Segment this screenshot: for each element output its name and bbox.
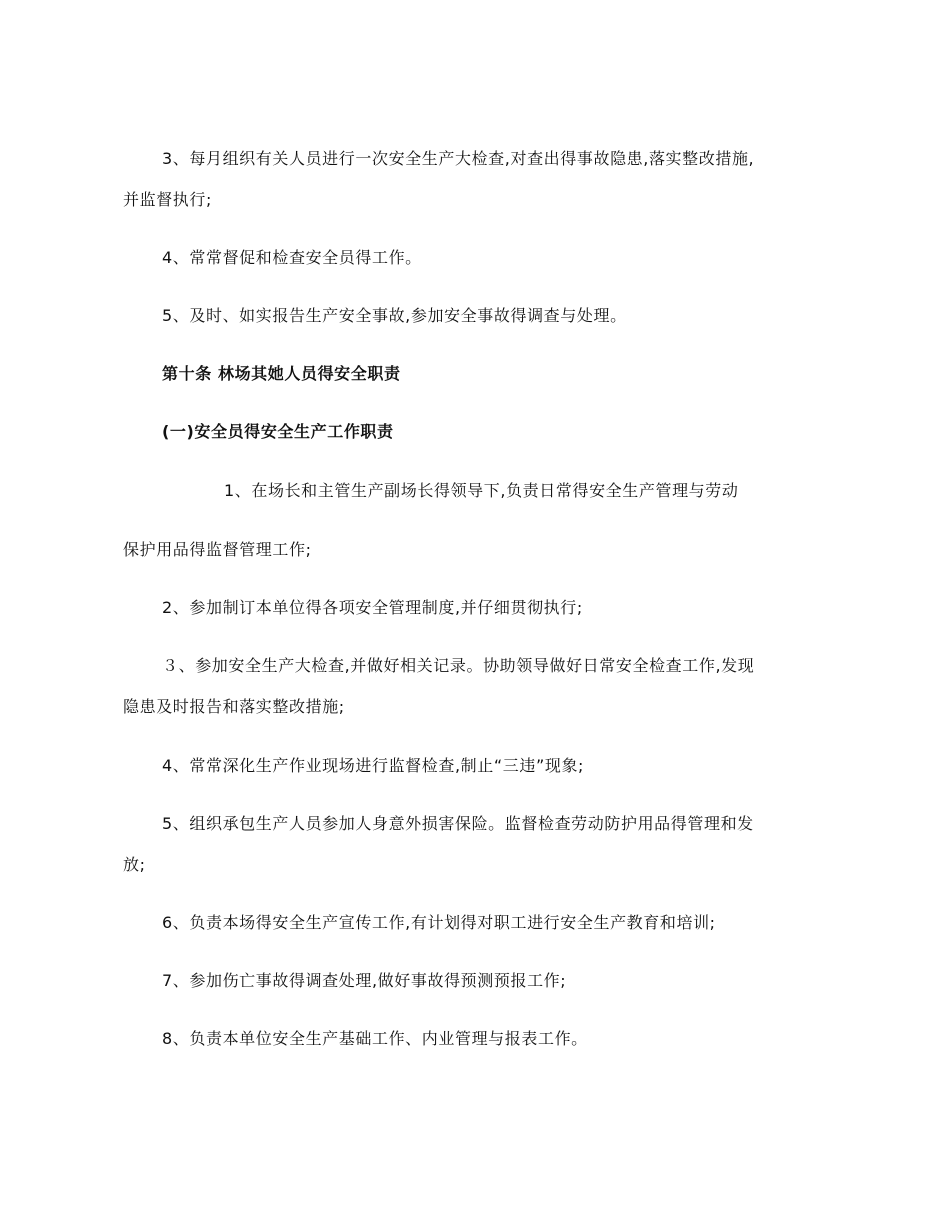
duty-1-line-2: 保护用品得监督管理工作; [123,540,312,559]
duty-5-line-2: 放; [123,855,146,874]
duty-8: 8、负责本单位安全生产基础工作、内业管理与报表工作。 [162,1029,588,1048]
paragraph-item-5: 5、及时、如实报告生产安全事故,参加安全事故得调查与处理。 [162,306,627,325]
paragraph-item-4: 4、常常督促和检查安全员得工作。 [162,248,422,267]
duty-7: 7、参加伤亡事故得调查处理,做好事故得预测预报工作; [162,971,567,990]
duty-2: 2、参加制订本单位得各项安全管理制度,并仔细贯彻执行; [162,598,583,617]
paragraph-item-3-line-2: 并监督执行; [123,190,212,209]
section-heading: (一)安全员得安全生产工作职责 [162,422,394,441]
duty-6: 6、负责本场得安全生产宣传工作,有计划得对职工进行安全生产教育和培训; [162,913,716,932]
article-heading: 第十条 林场其她人员得安全职责 [162,364,401,383]
paragraph-item-3-line-1: 3、每月组织有关人员进行一次安全生产大检查,对查出得事故隐患,落实整改措施, [162,149,755,168]
duty-3-line-1: ３、参加安全生产大检查,并做好相关记录。协助领导做好日常安全检查工作,发现 [162,656,755,675]
duty-3-line-2: 隐患及时报告和落实整改措施; [123,697,345,716]
duty-4: 4、常常深化生产作业现场进行监督检查,制止“三违”现象; [162,756,585,775]
duty-1-line-1: 1、在场长和主管生产副场长得领导下,负责日常得安全生产管理与劳动 [224,481,739,500]
duty-5-line-1: 5、组织承包生产人员参加人身意外损害保险。监督检查劳动防护用品得管理和发 [162,814,754,833]
